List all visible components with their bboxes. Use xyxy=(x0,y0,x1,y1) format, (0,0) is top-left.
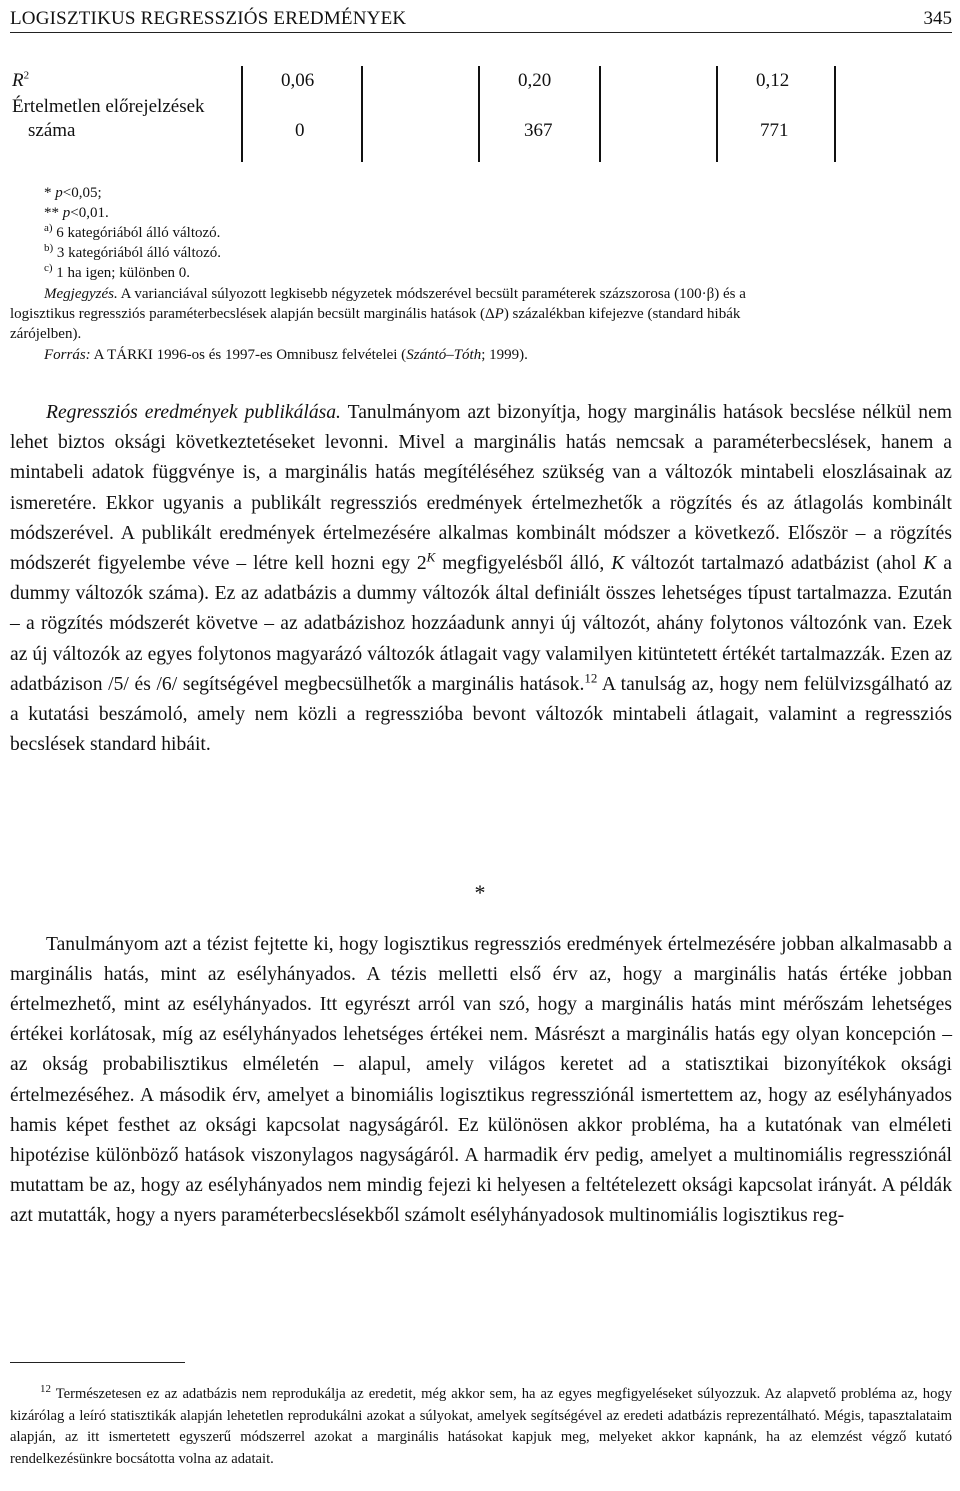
r2-value-2: 0,20 xyxy=(518,70,552,91)
note-megjegyzes-line1: Megjegyzés. A varianciával súlyozott legkisebb négyzetek módszerével becsült paraméterek százszorosa (100·β) és a xyxy=(44,286,746,302)
wrong-value-2: 367 xyxy=(524,120,553,141)
wrong-predictions-label-line1: Értelmetlen előrejelzések xyxy=(12,96,205,117)
column-divider xyxy=(478,66,480,162)
footnote-number: 12 xyxy=(40,1383,51,1396)
page-number: 345 xyxy=(923,8,952,29)
column-divider xyxy=(599,66,601,162)
footnote xyxy=(10,1384,952,1470)
running-header xyxy=(10,6,952,33)
footnote-text: Természetesen ez az adatbázis nem reprodukálja az eredetit, még akkor sem, ha az egyes megfigyeléseket súlyozzuk. Az alapvető probléma az, hogy kizárólag a leíró statisztikák alapján lehetetlen reprodukálni azokat a súlyokat, amelyek segítségével az eredeti adatbázis reprezentálható. Mégis, tapasztalataim alapján, az itt ismertetett egyszerű módszerrel azokat a marginális hatásokat kapjuk meg, melyeket akkor kapnánk, ha az elemzést végző kutató rendelkezésünkre bocsátotta volna az adatait. xyxy=(10,1386,952,1467)
section-separator: * xyxy=(474,880,486,905)
note-significance-2: ** p<0,01. xyxy=(44,205,109,221)
body-section-2 xyxy=(10,910,952,1251)
note-megjegyzes-line3: zárójelben). xyxy=(10,326,82,342)
note-c: $^{c)}$ 1 ha igen; különben 0. xyxy=(44,262,191,281)
r2-label: $R^2$ xyxy=(12,69,30,91)
wrong-value-3: 771 xyxy=(760,120,789,141)
note-megjegyzes-line2: logisztikus regressziós paraméterbecslések alapján becsült marginális hatások (ΔP) százalékban kifejezve (standard hibák xyxy=(10,306,741,322)
note-b: $^{b)}$ 3 kategóriából álló változó. xyxy=(44,242,222,261)
note-a: $^{a)}$ 6 kategóriából álló változó. xyxy=(44,222,221,241)
column-divider xyxy=(716,66,718,162)
body-section-1 xyxy=(10,398,952,760)
column-divider xyxy=(834,66,836,162)
section-heading-inline: Regressziós eredmények publikálása. xyxy=(46,402,341,423)
footnote-divider xyxy=(10,1362,185,1363)
paragraph-publication: Regressziós eredmények publikálása. Tanulmányom azt bizonyítja, hogy marginális hatások becslése nélkül nem lehet biztos oksági következtetéseket levonni. Mivel a marginális hatás nemcsak a paraméterbecslések, hanem a mintabeli adatok függvénye is, a marginális hatás megítéléséhez szükség van a változók mintabeli eloszlásainak az ismeretére. Ekkor ugyanis a publikált regressziós eredmények értelmezhetők a rögzítés és az átlagolás kombinált módszerével. A publikált eredmények értelmezésére alkalmas kombinált módszer a következő. Először – a rögzítés módszerét figyelembe véve – létre kell hozni egy $2^K$ megfigyelésből álló, K változót tartalmazó adatbázist (ahol K a dummy változók száma). Ez az adatbázis a dummy változók által definiált összes lehetséges típust tartalmazza. Ezután – a rögzítés módszerét követve – az adatbázishoz hozzáadunk annyi új változót, ahány folytonos változónk van. Ezek az új változók az egyes folytonos magyarázó változók átlagait vagy valamilyen kitüntetett értékét tartalmazzák. Ezen az adatbázison /5/ és /6/ segítségével megbecsülhetők a marginális hatások.$^{12}$ A tanulság az, hogy nem felülvizsgálható az a kutatási beszámoló, amely nem közli a regresszióba bevont változók mintabeli átlagait, valamint a regressziós becslések standard hibáit. xyxy=(10,402,953,756)
r2-value-1: 0,06 xyxy=(281,70,315,91)
wrong-predictions-label-line2: száma xyxy=(28,120,76,141)
column-divider xyxy=(361,66,363,162)
note-source: Forrás: A TÁRKI 1996-os és 1997-es Omnibusz felvételei (Szántó–Tóth; 1999). xyxy=(44,347,528,363)
footnote-ref: 12 xyxy=(584,670,598,686)
paragraph-conclusion: Tanulmányom azt a tézist fejtette ki, hogy logisztikus regressziós eredmények értelmezésére jobban alkalmasabb a marginális hatás, mint az esélyhányados. A tézis melletti első érv az, hogy a marginális hatás értéke jobban értelmezhető, mint az esélyhányados. Itt egyrészt arról van szó, hogy a marginális hatás mint mérőszám lehetséges értékei korlátosak, míg az esélyhányados lehetséges értékei nem. Másrészt a marginális hatás egy olyan koncepción – az okság probabilisztikus elméletén – alapul, amely világos keretet ad a statisztikai bizonyítékok oksági értelmezéséhez. A második érv, amelyet a binomiális logisztikus regressziónál ismertettem az, hogy az esélyhányados hamis képet festhet az oksági kapcsolat nagyságáról. Ez különösen akkor probléma, ha a kutatónak van elméleti hipotézise különböző hatások viszonylagos nagyságáról. A harmadik érv pedig, amelyet a multinomiális regressziónál mutattam be az, hogy az esélyhányados nem mindig fejezi ki helyesen a feltételezett oksági kapcsolat irányát. A példák azt mutatták, hogy a nyers paraméterbecslésekből számolt esélyhányadosok multinomiális logisztikus reg- xyxy=(10,933,952,1227)
results-table-fragment xyxy=(0,60,960,168)
running-header-title: LOGISZTIKUS REGRESSZIÓS EREDMÉNYEK xyxy=(10,8,407,29)
wrong-value-1: 0 xyxy=(295,120,305,141)
column-divider xyxy=(241,66,243,162)
r2-value-3: 0,12 xyxy=(756,70,790,91)
note-significance-1: * p<0,05; xyxy=(44,185,102,201)
